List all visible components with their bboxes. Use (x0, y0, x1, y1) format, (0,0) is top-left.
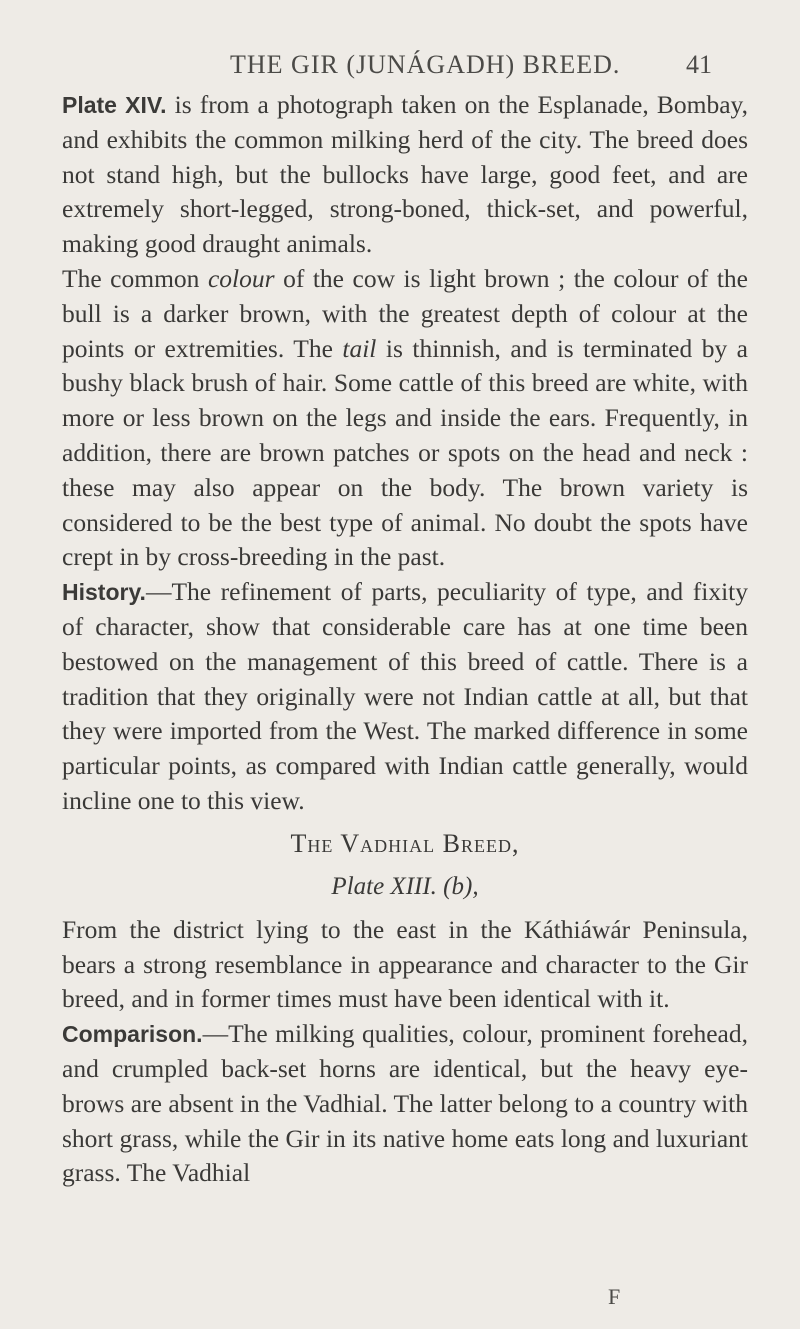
running-head (0, 50, 800, 86)
paragraph-comparison (62, 1017, 748, 1191)
paragraph-lead: Plate XIV. (62, 92, 167, 118)
paragraph-text: The common (62, 263, 208, 293)
paragraph-plate-xiv (62, 88, 748, 262)
paragraph-colour (62, 262, 748, 575)
body-text (62, 88, 748, 1191)
section-subheading: Plate XIII. (b), (331, 872, 479, 900)
italic-term-colour: colour (207, 263, 275, 293)
section-heading-text: The Vadhial Breed, (290, 828, 520, 858)
paragraph-history (62, 575, 748, 819)
signature-mark: F (608, 1284, 621, 1309)
italic-term-tail: tail (342, 333, 377, 363)
paragraph-vadhial-origin (62, 913, 748, 1017)
paragraph-text: From the district lying to the east in the Káthiáwár Peninsula, bears a strong resemblance in appearance and character to the Gir breed, and in former times must have been identical with it. (62, 914, 748, 1014)
paragraph-lead: History. (62, 579, 146, 606)
paragraph-lead: Comparison. (62, 1021, 203, 1048)
paragraph-text: —The refinement of parts, peculiarity of type, and fixity of character, show that considerable care has at one time been bestowed on the management of this breed of cattle. There is a tradition that they originally were not Indian cattle at all, but that they were imported from the West. The marked difference in some particular points, as compared with Indian cattle generally, would incline one to this view. (62, 577, 748, 815)
paragraph-text: —The milking qualities, colour, prominent forehead, and crumpled back-set horns are identical, but the heavy eye-brows are absent in the Vadhial. The latter belong to a country with short grass, while the Gir in its native home eats long and luxuriant grass. The Vadhial (62, 1019, 748, 1188)
running-title: THE GIR (JUNÁGADH) BREED. (230, 50, 621, 79)
paragraph-text: is thinnish, and is terminated by a bushy black brush of hair. Some cattle of this breed are white, with more or less brown on the legs and inside the ears. Frequently, in addition, there are brown patches or spots on the head and neck : these may also appear on the body. The brown variety is considered to be the best type of animal. No doubt the spots have crept in by cross-breeding in the past. (62, 333, 749, 572)
paragraph-text: of the cow is light brown ; the colour of the bull is a darker brown, with the greatest depth of colour at the points or extremities. The (62, 263, 748, 363)
page-number: 41 (686, 50, 712, 79)
section-heading (62, 825, 748, 863)
paragraph-text: is from a photograph taken on the Esplanade, Bombay, and exhibits the common milking herd of the city. The breed does not stand high, but the bullocks have large, good feet, and are extremely short-legged, strong-boned, thick-set, and powerful, making good draught animals. (62, 90, 748, 259)
